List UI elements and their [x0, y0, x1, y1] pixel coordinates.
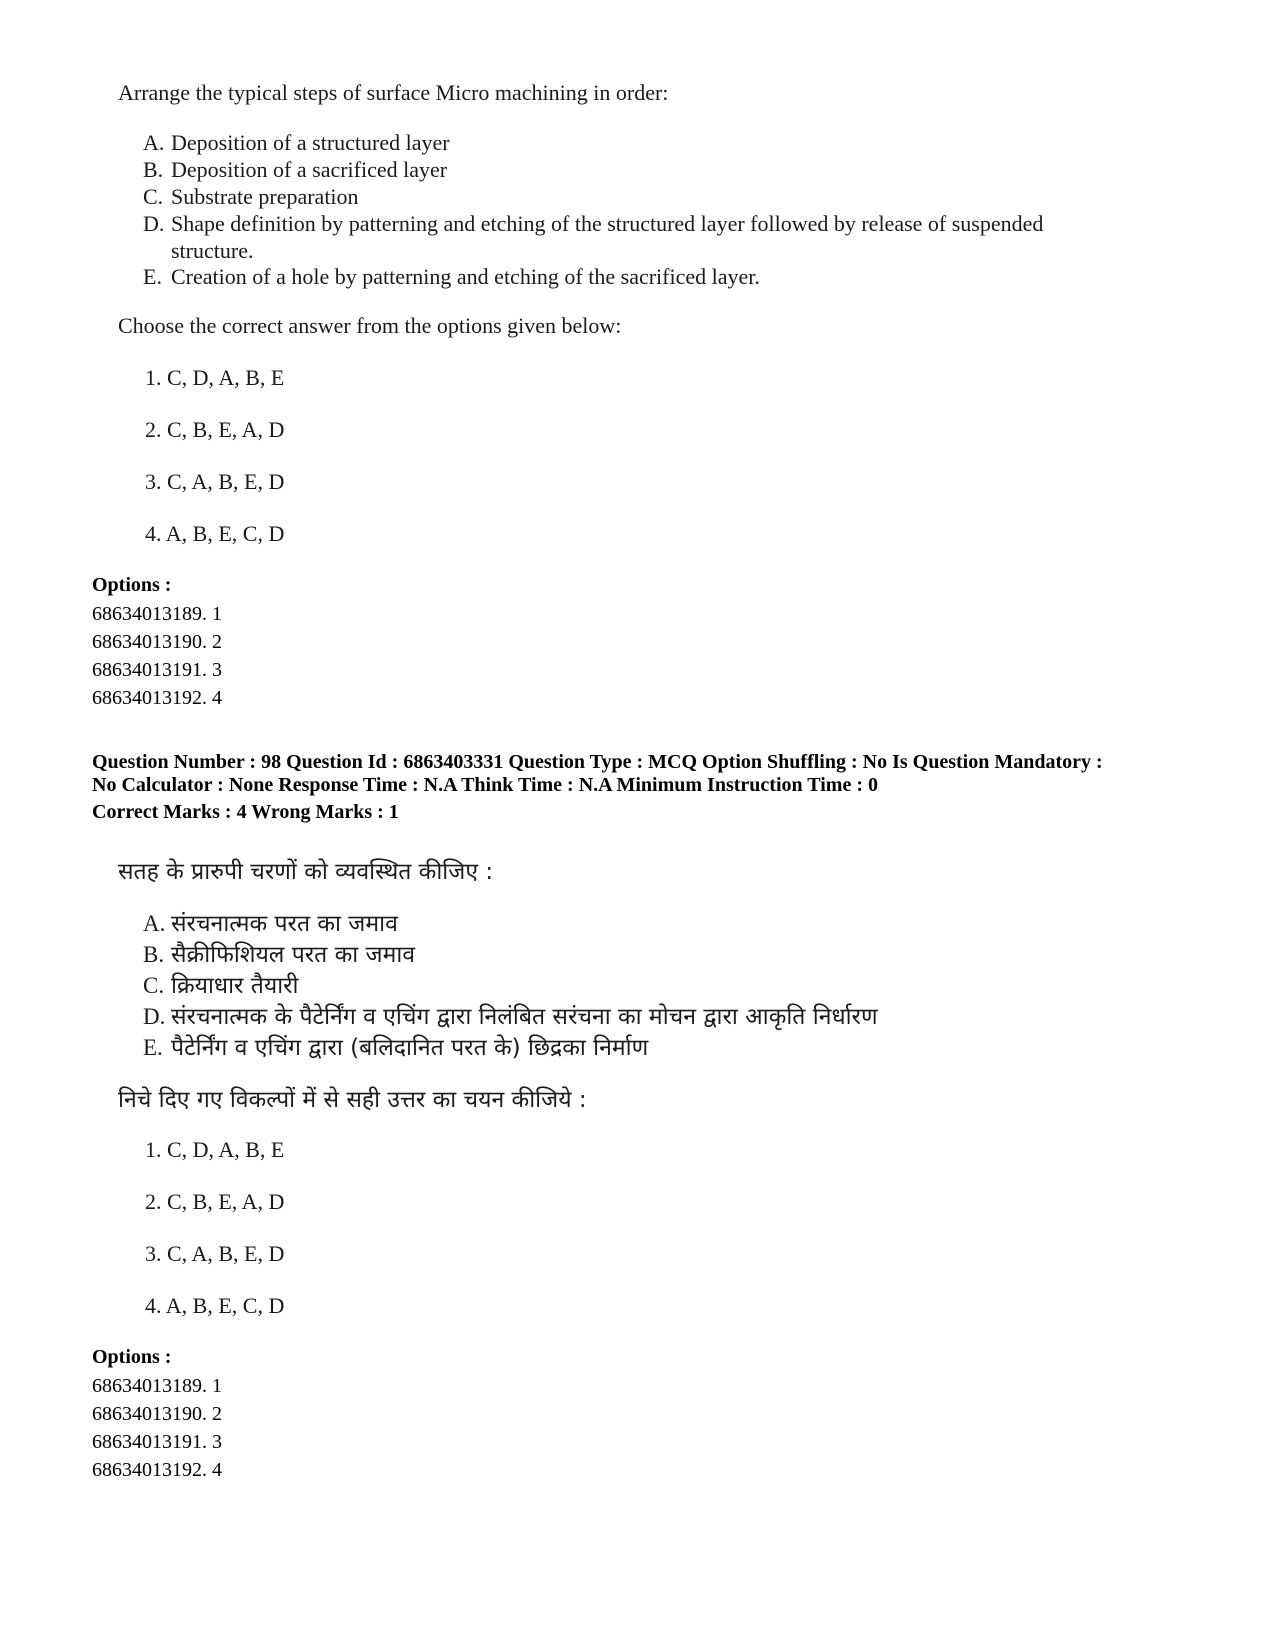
- answer-choice: 3. C, A, B, E, D: [145, 469, 285, 494]
- option-id: 68634013191. 3: [92, 659, 222, 681]
- option-id: 68634013190. 2: [92, 1403, 222, 1425]
- option-id: 68634013189. 1: [92, 1375, 222, 1397]
- choose-instruction-hindi: निचे दिए गए विकल्पों में से सही उत्तर का चयन कीजिये :: [118, 1087, 587, 1113]
- step-item: [143, 238, 253, 264]
- step-text: पैटेर्निंग व एचिंग द्वारा (बलिदानित परत के) छिद्रका निर्माण: [171, 1035, 649, 1061]
- step-item: [143, 999, 878, 1031]
- step-letter: A.: [143, 911, 166, 936]
- step-text: Substrate preparation: [171, 184, 359, 209]
- step-letter: E.: [143, 1035, 163, 1060]
- step-text: क्रियाधार तैयारी: [171, 973, 299, 999]
- step-item: [143, 211, 1043, 237]
- step-text: Creation of a hole by patterning and etching of the sacrificed layer.: [171, 264, 760, 289]
- step-letter: C.: [143, 184, 164, 209]
- step-item: [143, 130, 450, 156]
- step-item: [143, 264, 760, 290]
- options-label: Options :: [92, 1346, 172, 1368]
- step-letter: D.: [143, 1004, 166, 1029]
- step-letter: D.: [143, 211, 165, 236]
- step-item: [143, 968, 299, 1000]
- question-stem-hindi: सतह के प्रारुपी चरणों को व्यवस्थित कीजिए :: [118, 859, 494, 885]
- answer-choice: 1. C, D, A, B, E: [145, 365, 285, 390]
- option-id: 68634013192. 4: [92, 687, 222, 709]
- step-text: संरचनात्मक परत का जमाव: [171, 911, 398, 937]
- option-id: 68634013191. 3: [92, 1431, 222, 1453]
- answer-choice: 2. C, B, E, A, D: [145, 1189, 285, 1214]
- option-id: 68634013192. 4: [92, 1459, 222, 1481]
- question-meta-line: No Calculator : None Response Time : N.A Think Time : N.A Minimum Instruction Time : 0: [92, 774, 878, 796]
- step-item: [143, 157, 447, 183]
- step-text: structure.: [171, 238, 254, 263]
- step-text: Deposition of a structured layer: [171, 130, 450, 155]
- step-letter: C.: [143, 973, 165, 998]
- question-stem: Arrange the typical steps of surface Micro machining in order:: [118, 80, 669, 105]
- step-letter: B.: [143, 157, 164, 182]
- option-id: 68634013190. 2: [92, 631, 222, 653]
- step-letter: E.: [143, 264, 162, 289]
- step-text: सैक्रीफिशियल परत का जमाव: [171, 942, 416, 968]
- answer-choice: 3. C, A, B, E, D: [145, 1241, 285, 1266]
- step-letter: A.: [143, 130, 165, 155]
- question-meta-line: Question Number : 98 Question Id : 6863403331 Question Type : MCQ Option Shuffling : No Is Question Mandatory :: [92, 751, 1103, 773]
- options-label: Options :: [92, 574, 172, 596]
- step-item: [143, 906, 398, 938]
- step-item: [143, 184, 359, 210]
- step-letter: B.: [143, 942, 165, 967]
- answer-choice: 4. A, B, E, C, D: [145, 521, 285, 546]
- answer-choice: 1. C, D, A, B, E: [145, 1137, 285, 1162]
- step-list-hindi: [143, 906, 1143, 1066]
- answer-choice: 2. C, B, E, A, D: [145, 417, 285, 442]
- step-item: [143, 1030, 648, 1062]
- step-text: संरचनात्मक के पैटेर्निंग व एचिंग द्वारा निलंबित सरंचना का मोचन द्वारा आकृति निर्धारण: [171, 1004, 878, 1030]
- choose-instruction: Choose the correct answer from the options given below:: [118, 313, 622, 338]
- option-id: 68634013189. 1: [92, 603, 222, 625]
- marks-line: Correct Marks : 4 Wrong Marks : 1: [92, 801, 399, 823]
- step-item: [143, 937, 415, 969]
- step-list: [143, 130, 1143, 300]
- step-text: Deposition of a sacrificed layer: [171, 157, 448, 182]
- answer-choice: 4. A, B, E, C, D: [145, 1293, 285, 1318]
- step-text: Shape definition by patterning and etching of the structured layer followed by release of suspended: [171, 211, 1044, 236]
